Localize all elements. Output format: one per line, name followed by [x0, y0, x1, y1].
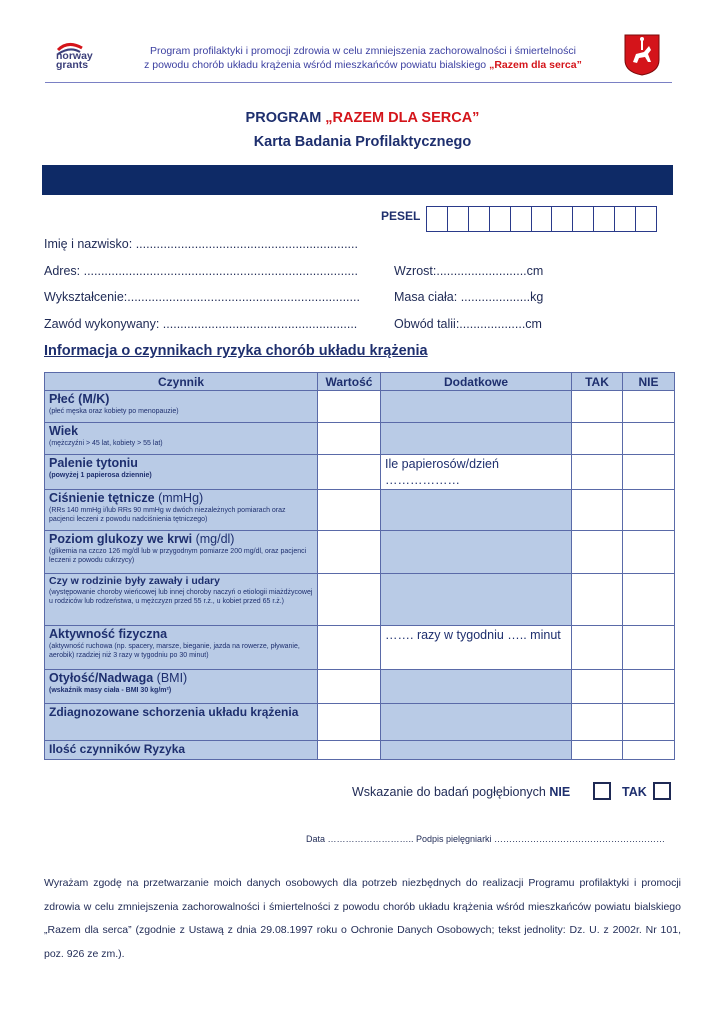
pesel-digit-box[interactable]	[427, 207, 448, 231]
table-row	[45, 574, 675, 626]
additional-cell[interactable]	[381, 741, 572, 760]
pesel-field[interactable]	[426, 206, 657, 232]
factor-cell: Ilość czynników Ryzyka	[45, 741, 318, 760]
card-subtitle: Karta Badania Profilaktycznego	[253, 134, 472, 150]
referral-yes-label: TAK	[622, 785, 647, 799]
no-cell[interactable]	[623, 391, 675, 423]
no-cell[interactable]	[623, 490, 675, 531]
logo-line1: norway	[56, 50, 93, 62]
table-row	[45, 391, 675, 423]
program-name: „RAZEM DLA SERCA”	[325, 110, 480, 126]
factor-cell: Ciśnienie tętnicze (mmHg) (RRs 140 mmHg i/lub RRs 90 mmHg w dwóch niezależnych pomiarach oraz pacjenci leczeni z powodu nadciśnienia tętniczego)	[45, 490, 318, 531]
pesel-digit-box[interactable]	[490, 207, 511, 231]
occupation-field[interactable]: Zawód wykonywany: ........................................................	[44, 317, 358, 331]
value-cell[interactable]	[318, 490, 381, 531]
pesel-digit-box[interactable]	[615, 207, 636, 231]
value-cell[interactable]	[318, 670, 381, 704]
pesel-digit-box[interactable]	[573, 207, 594, 231]
additional-cell[interactable]	[381, 490, 572, 531]
referral-row	[352, 785, 570, 799]
no-cell[interactable]	[623, 741, 675, 760]
yes-cell[interactable]	[572, 423, 623, 455]
factor-cell: Płeć (M/K) (płeć męska oraz kobiety po menopauzie)	[45, 391, 318, 423]
header-band	[42, 165, 673, 195]
pesel-label: PESEL	[381, 209, 421, 223]
pesel-digit-box[interactable]	[552, 207, 573, 231]
table-row	[45, 490, 675, 531]
no-cell[interactable]	[623, 423, 675, 455]
pesel-digit-box[interactable]	[636, 207, 656, 231]
table-header-row	[45, 373, 675, 391]
program-title: PROGRAM „RAZEM DLA SERCA”	[245, 110, 480, 126]
yes-cell[interactable]	[572, 670, 623, 704]
logo-line2: grants	[56, 59, 89, 71]
table-row	[45, 626, 675, 670]
factor-cell: Zdiagnozowane schorzenia układu krążenia	[45, 704, 318, 741]
table-row	[45, 741, 675, 760]
value-cell[interactable]	[318, 455, 381, 490]
additional-cell[interactable]	[381, 704, 572, 741]
additional-cell[interactable]	[381, 423, 572, 455]
waist-field[interactable]: Obwód talii:...................cm	[394, 317, 542, 331]
risk-factor-table	[44, 372, 675, 760]
no-cell[interactable]	[623, 455, 675, 490]
referral-no-checkbox[interactable]	[593, 782, 611, 800]
header-line2: z powodu chorób układu krążenia wśród mieszkańców powiatu bialskiego „Razem dla serca”	[144, 59, 582, 71]
yes-cell[interactable]	[572, 455, 623, 490]
yes-cell[interactable]	[572, 531, 623, 574]
table-row	[45, 423, 675, 455]
consent-text: Wyrażam zgodę na przetwarzanie moich danych osobowych dla potrzeb niezbędnych do realizacji Programu profilaktyki i promocji zdrowia w celu zmniejszenia zachorowalności i śmiertelności z powodu chorób układu krążenia wśród mieszkańców powiatu bialskiego „Razem dla serca” (zgodnie z Ustawą z dnia 29.08.1997 roku o Ochronie Danych Osobowych; tekst jednolity: Dz. U. z 2002r. Nr 101, poz. 926 ze zm.).	[44, 877, 681, 960]
additional-cell[interactable]	[381, 391, 572, 423]
yes-cell[interactable]	[572, 391, 623, 423]
weight-field[interactable]: Masa ciała: ....................kg	[394, 290, 544, 304]
referral-yes-checkbox[interactable]	[653, 782, 671, 800]
factor-cell: Aktywność fizyczna (aktywność ruchowa (np. spacery, marsze, bieganie, jazda na rowerze, pływanie, aerobik) rzadziej niż 3 razy w tygodniu po 30 minut)	[45, 626, 318, 670]
factor-cell: Czy w rodzinie były zawały i udary (występowanie choroby wieńcowej lub innej choroby naczyń o etiologii miażdżycowej u rodziców lub rodzeństwa, u mężczyzn przed 55 r.ż., u kobiet przed 65 r.ż.)	[45, 574, 318, 626]
additional-cell[interactable]: Ile papierosów/dzień ………………	[381, 455, 572, 490]
additional-cell[interactable]	[381, 670, 572, 704]
value-cell[interactable]	[318, 741, 381, 760]
pesel-digit-box[interactable]	[532, 207, 553, 231]
table-row	[45, 704, 675, 741]
yes-cell[interactable]	[572, 626, 623, 670]
no-cell[interactable]	[623, 670, 675, 704]
norway-grants-logo	[52, 42, 112, 78]
factor-cell: Poziom glukozy we krwi (mg/dl) (glikemia na czczo 126 mg/dl lub w przygodnym pomiarze 200 mg/dl, oraz pacjenci leczeni z powodu cukrzycy)	[45, 531, 318, 574]
height-field[interactable]: Wzrost:..........................cm	[394, 264, 544, 278]
header-line1: Program profilaktyki i promocji zdrowia w celu zmniejszenia zachorowalności i śmiertelności	[150, 45, 576, 57]
pesel-digit-box[interactable]	[448, 207, 469, 231]
additional-cell[interactable]	[381, 574, 572, 626]
no-cell[interactable]	[623, 574, 675, 626]
header-divider	[45, 82, 672, 83]
yes-cell[interactable]	[572, 741, 623, 760]
factor-cell: Wiek (mężczyźni > 45 lat, kobiety > 55 lat)	[45, 423, 318, 455]
no-cell[interactable]	[623, 531, 675, 574]
header-red-text: „Razem dla serca”	[489, 59, 582, 71]
risk-section-title: Informacja o czynnikach ryzyka chorób układu krążenia	[44, 343, 428, 359]
name-field[interactable]: Imię i nazwisko: ................................................................	[44, 237, 358, 251]
referral-label: Wskazanie do badań pogłębionych	[352, 785, 546, 799]
factor-cell: Palenie tytoniu (powyżej 1 papierosa dziennie)	[45, 455, 318, 490]
value-cell[interactable]	[318, 574, 381, 626]
yes-cell[interactable]	[572, 490, 623, 531]
no-cell[interactable]	[623, 704, 675, 741]
col-header-factor: Czynnik	[45, 373, 318, 391]
col-header-yes: TAK	[572, 373, 623, 391]
date-signature-line[interactable]: Data ……………………….. Podpis pielęgniarki …………………………………………………	[306, 834, 666, 844]
value-cell[interactable]	[318, 391, 381, 423]
referral-no-label: NIE	[549, 785, 571, 799]
pesel-digit-box[interactable]	[594, 207, 615, 231]
education-field[interactable]: Wykształcenie:...................................................................	[44, 290, 360, 304]
value-cell[interactable]	[318, 626, 381, 670]
table-row	[45, 670, 675, 704]
col-header-additional: Dodatkowe	[381, 373, 572, 391]
value-cell[interactable]	[318, 531, 381, 574]
table-row	[45, 455, 675, 490]
additional-cell[interactable]	[381, 531, 572, 574]
pesel-digit-box[interactable]	[469, 207, 490, 231]
additional-cell[interactable]: ……. razy w tygodniu ….. minut	[381, 626, 572, 670]
value-cell[interactable]	[318, 423, 381, 455]
program-header	[118, 44, 608, 72]
coat-of-arms-icon	[624, 34, 660, 76]
no-cell[interactable]	[623, 626, 675, 670]
yes-cell[interactable]	[572, 574, 623, 626]
col-header-value: Wartość	[318, 373, 381, 391]
value-cell[interactable]	[318, 704, 381, 741]
factor-cell: Otyłość/Nadwaga (BMI) (wskaźnik masy ciała - BMI 30 kg/m²)	[45, 670, 318, 704]
address-field[interactable]: Adres: ...............................................................................	[44, 264, 358, 278]
table-row	[45, 531, 675, 574]
col-header-no: NIE	[623, 373, 675, 391]
yes-cell[interactable]	[572, 704, 623, 741]
pesel-digit-box[interactable]	[511, 207, 532, 231]
